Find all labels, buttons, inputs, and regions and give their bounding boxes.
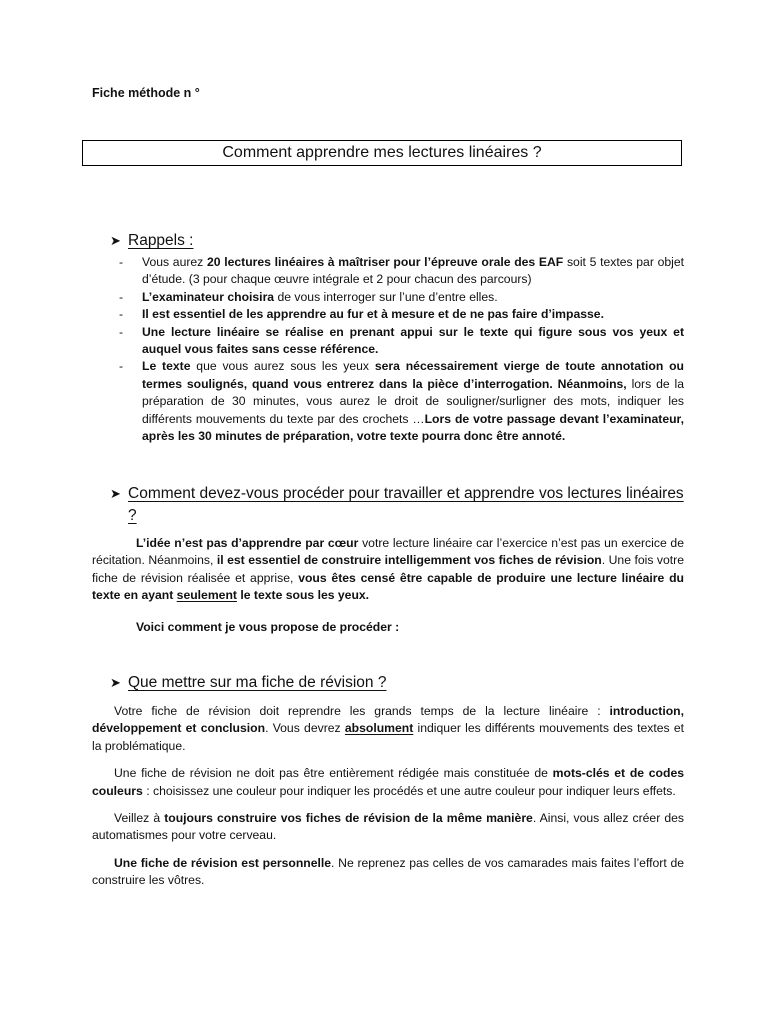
section-fiche (92, 672, 684, 890)
arrow-bullet-icon: ➤ (110, 233, 121, 248)
section-heading (92, 672, 684, 694)
paragraph: Une fiche de révision est personnelle. Ne reprenez pas celles de vos camarades mais faites l’effort de construire les vôtres. (92, 855, 684, 888)
list-item: - Le texte que vous aurez sous les yeux sera nécessairement vierge de toute annotation ou termes soulignés, quand vous entrerez dans la pièce d’interrogation. Néanmoins, lors de la préparation de 30 minutes, vous aurez le droit de souligner/surligner des mots, indiquer les différents mouvements du texte par des crochets …Lors de votre passage devant l’examinateur, après les 30 minutes de préparation, votre texte pourra donc être annoté. (142, 358, 684, 445)
section-heading (92, 230, 684, 252)
paragraph: Veillez à toujours construire vos fiches de révision de la même manière. Ainsi, vous allez créer des automatismes pour votre cerveau. (92, 811, 685, 843)
rappels-list (92, 254, 684, 445)
arrow-bullet-icon: ➤ (110, 675, 121, 690)
section-title-rappels: Rappels : (128, 232, 194, 249)
list-item: - L’examinateur choisira de vous interroger sur l’une d’entre elles. (142, 289, 684, 306)
paragraph: Votre fiche de révision doit reprendre les grands temps de la lecture linéaire : introduction, développement et conclusion. Vous devrez absolument indiquer les différents mouvements des textes et la problématique. (92, 704, 684, 753)
list-item: - Vous aurez 20 lectures linéaires à maîtriser pour l’épreuve orale des EAF soit 5 textes par objet d’étude. (3 pour chaque œuvre intégrale et 2 pour chacun des parcours) (142, 254, 684, 289)
list-item: - Il est essentiel de les apprendre au fur et à mesure et de ne pas faire d’impasse. (142, 306, 684, 323)
section-proceder (92, 483, 684, 636)
page-title: Comment apprendre mes lectures linéaires ? (82, 140, 682, 166)
arrow-bullet-icon: ➤ (110, 486, 121, 501)
section-rappels (92, 230, 684, 445)
section-title-fiche: Que mettre sur ma fiche de révision ? (128, 674, 387, 691)
section-heading (92, 483, 684, 527)
paragraph: Une fiche de révision ne doit pas être entièrement rédigée mais constituée de mots-clés et de codes couleurs : choisissez une couleur pour indiquer les procédés et une autre couleur pour indiquer leurs effets. (92, 766, 684, 798)
section-title-proceder: Comment devez-vous procéder pour travailler et apprendre vos lectures linéaires ? (128, 485, 684, 524)
list-item: - Une lecture linéaire se réalise en prenant appui sur le texte qui figure sous vos yeux et auquel vous faites sans cesse référence. (142, 324, 684, 359)
paragraph: Voici comment je vous propose de procéder : (136, 619, 400, 634)
fiche-label: Fiche méthode n ° (92, 86, 200, 100)
paragraph: L’idée n’est pas d’apprendre par cœur votre lecture linéaire car l’exercice n’est pas un exercice de récitation. Néanmoins, il est essentiel de construire intelligemment vos fiches de révision. Une fois votre fiche de révision réalisée et apprise, vous êtes censé être capable de produire une lecture linéaire du texte en ayant seulement le texte sous les yeux. (92, 536, 684, 603)
